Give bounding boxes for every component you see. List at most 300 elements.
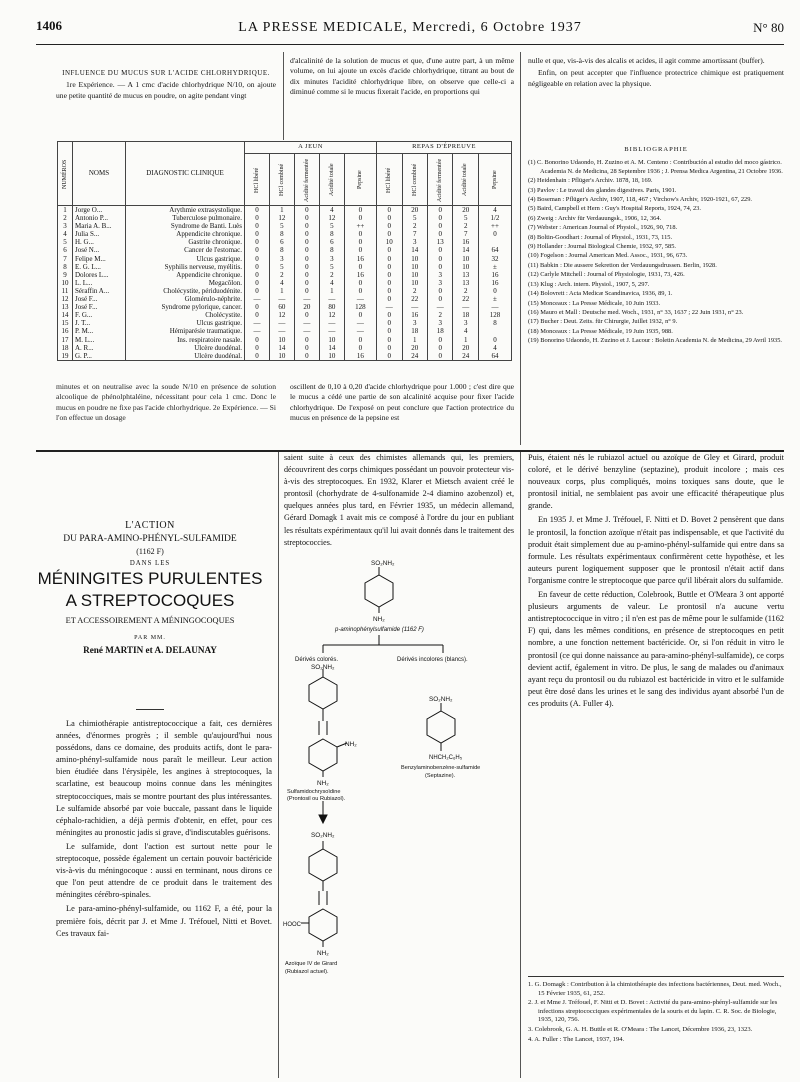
table-cell: — [344,327,376,335]
table-cell: E. G. L... [73,263,126,271]
table-cell: Ulcère duodénal. [126,352,245,361]
col-header-label: HCl combiné [278,163,285,196]
table-cell: 3 [427,279,452,287]
table-cell: 20 [453,344,478,352]
article-left-column [56,718,272,1068]
table-cell: — [294,327,319,335]
col-header-label: Pepsine [491,170,498,189]
table-cell: 0 [427,255,452,263]
col-header [402,154,427,206]
paragraph: oscillent de 0,10 à 0,20 d'acide chlorhydrique pour 1.000 ; c'est dire que le mucus a cédé une partie de son alcalinité acquise pour fixer l'acide chlorhydrique. De l'exposé on peut conclure que l'action protectrice du mucus en présence de la pepsine est [290,382,514,423]
col-header-label: Acidité totale [328,163,335,196]
table-cell: 0 [377,352,402,361]
bibliography-entry: (1) C. Bonorino Udaondo, H. Zuzino et A. M. Centeno : Contribución al estudio del moco gástrico. Academia N. de Medicina, 28 Septembre 1936 ; J. Prensa Medica Argentina, 21 Octobre 1936. [528,159,783,175]
table-cell: ++ [344,222,376,230]
table-cell: Glomérulo-néphrite. [126,295,245,303]
table-cell: 22 [402,295,427,303]
formula-nh2: NH₂ [345,741,357,748]
table-cell: — [402,303,427,311]
formula-nh2: NH₂ [373,616,385,623]
table-cell: 0 [245,238,270,246]
bottom-strip-left [56,382,276,446]
table-cell: 13 [453,271,478,279]
col-header [427,154,452,206]
table-row [58,344,512,352]
bibliography-entry: (14) Bolovrett : Acta Medicæ Scandinavica, 1936, 89, 1. [528,290,673,298]
page-header [36,18,784,45]
table-cell: 16 [58,327,73,335]
column-rule [520,52,521,445]
table-cell: 0 [245,263,270,271]
benzene-ring [309,677,337,709]
table-cell: 0 [294,344,319,352]
table-cell: 80 [319,303,344,311]
article-right-column [528,452,784,970]
table-row [58,311,512,319]
table-cell: 0 [245,255,270,263]
table-cell: 2 [58,214,73,222]
column-rule [520,452,521,1078]
bibliography-entry: (9) Hollander : Journal Biological Chemie, 1932, 97, 585. [528,243,677,251]
bibliography-entry: (5) Baird, Campbell et Hern : Guy's Hospital Reports, 1924, 74, 23. [528,205,701,213]
table-cell: 2 [402,222,427,230]
table-cell: 14 [58,311,73,319]
col-header-label: HCl combiné [411,163,418,196]
table-cell: Julia S... [73,230,126,238]
table-row [58,246,512,254]
table-cell: Tuberculose pulmonaire. [126,214,245,222]
table-cell: 20 [294,303,319,311]
table-cell: 1 [453,336,478,344]
table-cell: 64 [478,352,511,361]
table-cell: 14 [453,246,478,254]
table-cell: Syndrome de Banti. Luès [126,222,245,230]
table-cell: 0 [245,271,270,279]
table-cell: 0 [245,311,270,319]
table-row [58,271,512,279]
table-cell: 16 [344,255,376,263]
table-cell: 8 [319,230,344,238]
table-cell: 16 [478,279,511,287]
branch-label: Dérivés incolores (blancs). [397,657,468,663]
table-cell: Ins. respiratoire nasale. [126,336,245,344]
table-cell: 10 [402,263,427,271]
table-cell: 0 [427,222,452,230]
table-row [58,287,512,295]
table-cell: 0 [294,238,319,246]
bibliography-title: BIBLIOGRAPHIE [624,146,688,153]
table-cell: 9 [58,271,73,279]
paragraph: Enfin, on peut accepter que l'influence protectrice chimique est pratiquement négligeable en relation avec la physique. [528,68,784,88]
table-cell: 0 [377,246,402,254]
table-cell: 20 [402,344,427,352]
table-cell: 0 [377,230,402,238]
table-cell: 0 [427,263,452,271]
table-cell: 0 [377,311,402,319]
column-rule [278,452,279,1078]
title-main: MÉNINGITES PURULENTES [37,569,263,588]
table-cell: 20 [453,206,478,215]
table-cell: F. G... [73,311,126,319]
table-cell: 10 [402,279,427,287]
table-cell: ± [478,263,511,271]
table-cell: Maria A. B... [73,222,126,230]
title-line: (1162 F) [136,547,164,556]
table-cell: 22 [453,295,478,303]
table-cell: 10 [269,336,294,344]
table-cell: 10 [319,336,344,344]
paragraph: 1re Expérience. — A 1 cmc d'acide chlorhydrique N/10, on ajoute une petite quantité de mucus en poudre, on agite pendant vingt [56,80,276,100]
table-cell: 0 [344,238,376,246]
table-cell: 0 [294,311,319,319]
table-cell: José F... [73,303,126,311]
table-cell: 17 [58,336,73,344]
table-cell: 10 [377,238,402,246]
table-cell: 5 [269,263,294,271]
table-cell: 14 [402,246,427,254]
table-cell: 3 [402,319,427,327]
table-cell: 13 [58,303,73,311]
table-cell: Cholécystite, périduodénite. [126,287,245,295]
table-cell: 0 [294,246,319,254]
table-cell: 0 [294,222,319,230]
formula-nh2: NH₂ [317,950,329,957]
title-line: DANS LES [129,560,171,567]
article-title-block [36,520,264,655]
table-cell: 0 [427,352,452,361]
table-cell: 8 [269,230,294,238]
table-cell: 0 [478,336,511,344]
table-cell: — [344,295,376,303]
table-cell: 10 [58,279,73,287]
table-cell: A. R... [73,344,126,352]
table-cell: Cancer de l'estomac. [126,246,245,254]
table-cell: 24 [402,352,427,361]
top-middle-column [290,56,514,136]
formula-so2nh2: SO₂NH₂ [311,832,335,839]
table-cell: 1 [58,206,73,215]
table-cell: 0 [245,352,270,361]
compound-name: p-aminophénylsulfamide (1162 F) [335,627,424,633]
table-cell: 13 [427,238,452,246]
table-cell [478,327,511,335]
bibliography-entry: (19) Bonorino Udaondo, H. Zuzino et J. Lacour : Boletin Academia N. de Medicina, 29 Avril 1935. [528,337,783,345]
formula-hooc: HOOC [283,922,301,928]
table-cell: 2 [427,311,452,319]
table-cell: 13 [453,279,478,287]
table-cell: 0 [245,336,270,344]
benzene-ring [309,909,337,941]
paragraph: En 1935 J. et Mme J. Tréfouel, F. Nitti et D. Bovet 2 pensèrent que dans le prontosil, la fonction azoïque n'était pas indispensable, et que l'activité du produit était simplement due au p-amino-phényl-sulfamide qui entre dans sa formule. Les résultats expérimentaux confirmèrent cette hypothèse, et les auteurs purent logiquement supposer que le prontosil n'était actif dans l'organisme contre le streptocoque que parce qu'il libérait alors du sulfamide. [528,515,784,585]
table-cell: 128 [344,303,376,311]
col-header [453,154,478,206]
bibliography-entry: (16) Mauro et Mall : Deutsche med. Woch., 1931, n° 33, 1637 ; 22 Juin 1931, n° 23. [528,308,744,316]
bibliography-entry: (15) Monceaux : La Presse Médicale, 10 Juin 1933. [528,299,661,307]
table-cell: 10 [402,255,427,263]
table-cell: 4 [478,344,511,352]
table-cell: — [294,295,319,303]
col-header-noms: NOMS [88,169,110,178]
table-cell: 0 [245,230,270,238]
table-cell: 0 [377,222,402,230]
table-cell: L. L... [73,279,126,287]
table-cell: 0 [427,246,452,254]
table-cell: 24 [453,352,478,361]
table-cell: 1 [269,206,294,215]
benzene-ring [309,739,337,771]
table-cell: 0 [478,230,511,238]
table-cell: 0 [377,336,402,344]
footnote: 3. Colebrook, G. A. H. Buttle et R. O'Meara : The Lancet, Décembre 1936, 23, 1323. [528,1025,753,1033]
table-cell: M. L... [73,336,126,344]
paragraph: nulle et que, vis-à-vis des alcalis et acides, il agit comme amortissant (buffer). [528,56,765,65]
table-cell: — [245,295,270,303]
footnote: 2. J. et Mme J. Tréfouel, F. Nitti et D. Bovet : Activité du para-amino-phényl-sulfamide sur les infections streptococciques expérimentales de la souris et du lapin. C. R. Soc. de Biologie, 1935, 120, 756. [528,999,778,1024]
table-cell: 0 [377,287,402,295]
table-cell: — [269,327,294,335]
footnotes [528,976,784,1045]
table-cell: 1/2 [478,214,511,222]
table-cell: 18 [58,344,73,352]
table-cell: 0 [427,206,452,215]
table-cell: — [377,303,402,311]
table-cell: 0 [294,279,319,287]
table-cell: 11 [58,287,73,295]
table-cell: 0 [427,214,452,222]
table-row [58,238,512,246]
table-row [58,295,512,303]
table-cell: 0 [377,295,402,303]
col-header-label: HCl libéré [253,166,260,193]
bibliography-entry: (3) Pavlov : Le travail des glandes digestives. Paris, 1901. [528,186,677,194]
table-cell: P. M... [73,327,126,335]
table-cell: Syndrome pylorique, cancer. [126,303,245,311]
col-header [344,154,376,206]
table-cell: 0 [427,287,452,295]
table-row [58,263,512,271]
table-cell: 0 [344,344,376,352]
table-cell: 1 [269,287,294,295]
table-cell: José N... [73,246,126,254]
table-cell: 3 [427,319,452,327]
table-cell: 0 [478,287,511,295]
table-cell: Hémiparésie traumatique. [126,327,245,335]
table-cell: 0 [377,263,402,271]
table-cell: 12 [269,311,294,319]
table-cell: 0 [294,287,319,295]
table-cell: Dolores L... [73,271,126,279]
gastric-data-table [57,141,512,361]
article-middle-column [284,452,514,564]
group-a-jeun: A JEUN [298,143,323,151]
table-cell: 0 [294,336,319,344]
table-cell: — [478,303,511,311]
table-cell: 14 [269,344,294,352]
table-row [58,327,512,335]
table-cell: 3 [319,255,344,263]
paragraph: d'alcalinité de la solution de mucus et que, d'une autre part, à un même volume, on lui ajoute un excès d'acide chlorhydrique, titrant au bout de dix minutes l'acidité chlorhydrique libre, on observe que celle-ci a diminué comme si le mucus fixerait l'acide, en proportions qui [290,56,514,97]
table-cell: 0 [377,319,402,327]
table-row [58,303,512,311]
formula-so2nh2: SO₂NH₂ [311,664,335,671]
col-header [478,154,511,206]
authors: René MARTIN et A. DELAUNAY [83,645,217,655]
table-cell: 0 [344,311,376,319]
bibliography-entry: (7) Webster : American Journal of Physiol., 1926, 90, 718. [528,224,678,232]
table-cell: Arythmie extrasystolique. [126,206,245,215]
table-cell: 0 [377,214,402,222]
benzene-ring [427,711,455,743]
branch-label: Dérivés colorés. [295,657,339,663]
table-cell: 128 [478,311,511,319]
table-cell: — [427,303,452,311]
table-cell: — [245,327,270,335]
table-cell: 0 [344,214,376,222]
col-header-label: Acidité totale [462,163,469,196]
bibliography-entry: (10) Fogelson : Journal American Med. Assoc., 1931, 96, 673. [528,252,688,260]
table-cell: Megacôlon. [126,279,245,287]
table-cell: 7 [402,230,427,238]
title-main: A STREPTOCOQUES [65,591,235,610]
table-cell: 15 [58,319,73,327]
col-header-label: Acidité fermentée [303,157,310,202]
table-cell: 5 [319,222,344,230]
table-cell: 0 [245,222,270,230]
table-cell: 0 [294,255,319,263]
group-repas: REPAS D'ÉPREUVE [412,143,476,151]
by-line: PAR MM. [134,635,166,641]
table-cell: Cholécystite. [126,311,245,319]
table-cell: 1 [319,287,344,295]
table-cell [478,238,511,246]
table-row [58,279,512,287]
table-cell: Antonio P... [73,214,126,222]
table-cell: 0 [294,352,319,361]
bibliography-entry: (4) Boseman : Pflüger's Archiv, 1907, 118, 467 ; Virchow's Archiv, 1920-1921, 67, 229. [528,196,753,204]
table-cell: 32 [478,255,511,263]
table-cell: 0 [294,271,319,279]
bibliography-entry: (17) Bucher : Deut. Zeits. für Chirurgie, Juillet 1932, n° 9. [528,318,678,326]
benzene-ring [309,849,337,881]
table-cell: 0 [245,279,270,287]
table-cell: 4 [269,279,294,287]
top-right-column [528,56,784,140]
table-cell: 0 [377,279,402,287]
footnote: 4. A. Fuller : The Lancet, 1937, 194. [528,1035,625,1043]
bibliography-entry: (13) Klug : Arch. intern. Physiol., 1907, 5, 297. [528,280,650,288]
top-left-column [56,68,276,136]
table-row [58,319,512,327]
table-cell: 64 [478,246,511,254]
table-cell: 0 [377,206,402,215]
formula-so2nh2: SO₂NH₂ [371,560,395,567]
journal-title: LA PRESSE MEDICALE, Mercredi, 6 Octobre 1937 [238,20,582,35]
table-cell: 10 [453,255,478,263]
compound-name: Azoïque IV de Girard [285,961,338,967]
paragraph: saient suite à ceux des chimistes allemands qui, les premiers, découvrirent des corps chimiques possédant un pouvoir protecteur vis-à-vis des streptocoques. En 1932, Klarer et Mietsch avaient créé le prontosil (chorhydrate de 4-sulfonamide 2-4 diamino azobenzol) et, quelques années plus tard, en Février 1935, un médecin allemand, Gérard Domagk 1 avait mis ce composé à l'ordre du jour en publiant les résultats expérimentaux qu'il lui avait donnés dans le traitement des streptococcies. [284,453,514,547]
compound-name: Sulfamidochrysoïdine [287,789,341,795]
table-cell: 0 [427,344,452,352]
table-cell: 8 [58,263,73,271]
table-cell: 10 [453,263,478,271]
col-header [294,154,319,206]
table-cell: 16 [478,271,511,279]
table-cell: 3 [427,271,452,279]
table-cell: 0 [294,206,319,215]
table-cell: 20 [402,206,427,215]
table-cell: 0 [344,263,376,271]
paragraph: En faveur de cette réduction, Colebrook, Buttle et O'Meara 3 ont apporté plusieurs arguments de valeur. Le prontosil n'a aucune vertu antistreptococcique in vitro ; il n'en est pas de même pour le sulfamide (1162 F) qui, dans les mêmes conditions, en présence de streptocoques en petit nombre, a une fonction nettement bactéricide. Or, si l'on réduit in vitro le prontosil (ce qui donne naissance au para-amino-phényl-sulfamide), ce corps devient actif, également in vitro. De plus, le sang de malades ou d'animaux ayant reçu du prontosil ou du rubiazol est bactéricide in vitro et le sulfamide peut être dosé dans les urines et le sang des individus ayant absorbé l'un de ces produits (A. Fuller 4). [528,590,784,708]
table-cell: Appendicite chronique. [126,271,245,279]
table-cell: — [319,319,344,327]
table-cell: José F... [73,295,126,303]
table-cell: 7 [453,230,478,238]
table-cell: 0 [245,214,270,222]
table-cell: 5 [269,222,294,230]
table-cell: — [294,319,319,327]
col-header-diagnostic: DIAGNOSTIC CLINIQUE [146,169,224,178]
bibliography-entry: (6) Zweig : Archiv für Verdauungsk., 1906, 12, 364. [528,214,662,222]
table-cell: 3 [269,255,294,263]
table-cell: 12 [269,214,294,222]
bibliography [528,146,784,347]
title-subline: ET ACCESSOIREMENT A MÉNINGOCOQUES [65,616,235,625]
table-cell: 12 [319,214,344,222]
table-cell: — [269,295,294,303]
table-row [58,255,512,263]
table-cell: ++ [478,222,511,230]
formula-nh2: NH₂ [317,780,329,787]
table-cell: 0 [344,206,376,215]
table-cell: 16 [344,271,376,279]
section-heading: INFLUENCE DU MUCUS SUR L'ACIDE CHLORHYDRIQUE. [62,69,270,77]
page-number: 1406 [36,18,62,33]
table-cell: Appendicite chronique. [126,230,245,238]
table-cell: 0 [377,344,402,352]
paragraph: Le sulfamide, dont l'action est surtout nette pour le streptocoque, possède également un certain pouvoir bactéricide vis-à-vis du méningocoque : aussi en terminant, nous dirons ce que l'on peut attendre de ce produit dans le traitement des méningites cérébro-spinales. [56,841,272,900]
compound-name: (Rubiazol actuel). [285,969,329,975]
table-cell: — [344,319,376,327]
table-cell: 4 [319,206,344,215]
table-cell: 0 [427,336,452,344]
table-cell: 8 [478,319,511,327]
table-cell: G. P... [73,352,126,361]
col-header [269,154,294,206]
table-row [58,214,512,222]
table-cell: 5 [58,238,73,246]
table-cell: — [319,327,344,335]
table-cell: 5 [402,214,427,222]
table-cell: 16 [344,352,376,361]
table-cell: 2 [269,271,294,279]
bibliography-entry: (2) Heidenhain : Pflüger's Archiv. 1878, 18, 169. [528,177,653,185]
table-cell: 7 [58,255,73,263]
bottom-strip-mid [290,382,514,446]
paragraph: La chimiothérapie antistreptococcique a fait, ces dernières années, d'énormes progrès ; il semble qu'aujourd'hui nous possédons, dans ce domaine, des produits actifs, dont le para-amino-phényl-sulfamide nous paraît le meilleur. Leur action bien étudiée dans l'érysipèle, les angines à streptocoques, la scarlatine, est beaucoup moins connue dans les méningites streptococciques, mais se montre pourtant des plus intéressantes. Le sulfamide absorbé par voie buccale, passant dans le liquide céphalo-rachidien, a déjà permis d'obtenir, en effet, pour ces méningites au pronostic jadis si grave, d'indiscutables guérisons. [56,719,272,837]
table-cell: 5 [319,263,344,271]
table-cell: 8 [269,246,294,254]
table-cell: Syphilis nerveuse, myélitis. [126,263,245,271]
col-header-numeros: NUMÉROS [61,158,68,189]
table-cell: Felipe M... [73,255,126,263]
table-row [58,206,512,215]
compound-name: Benzylaminobenzène-sulfamide [401,765,481,771]
bibliography-entry: (12) Carlyle Mitchell : Journal of Physiologie, 1931, 73, 426. [528,271,685,279]
table-cell: 60 [269,303,294,311]
table-cell: 4 [58,230,73,238]
table-cell: 12 [58,295,73,303]
table-cell: 0 [294,263,319,271]
